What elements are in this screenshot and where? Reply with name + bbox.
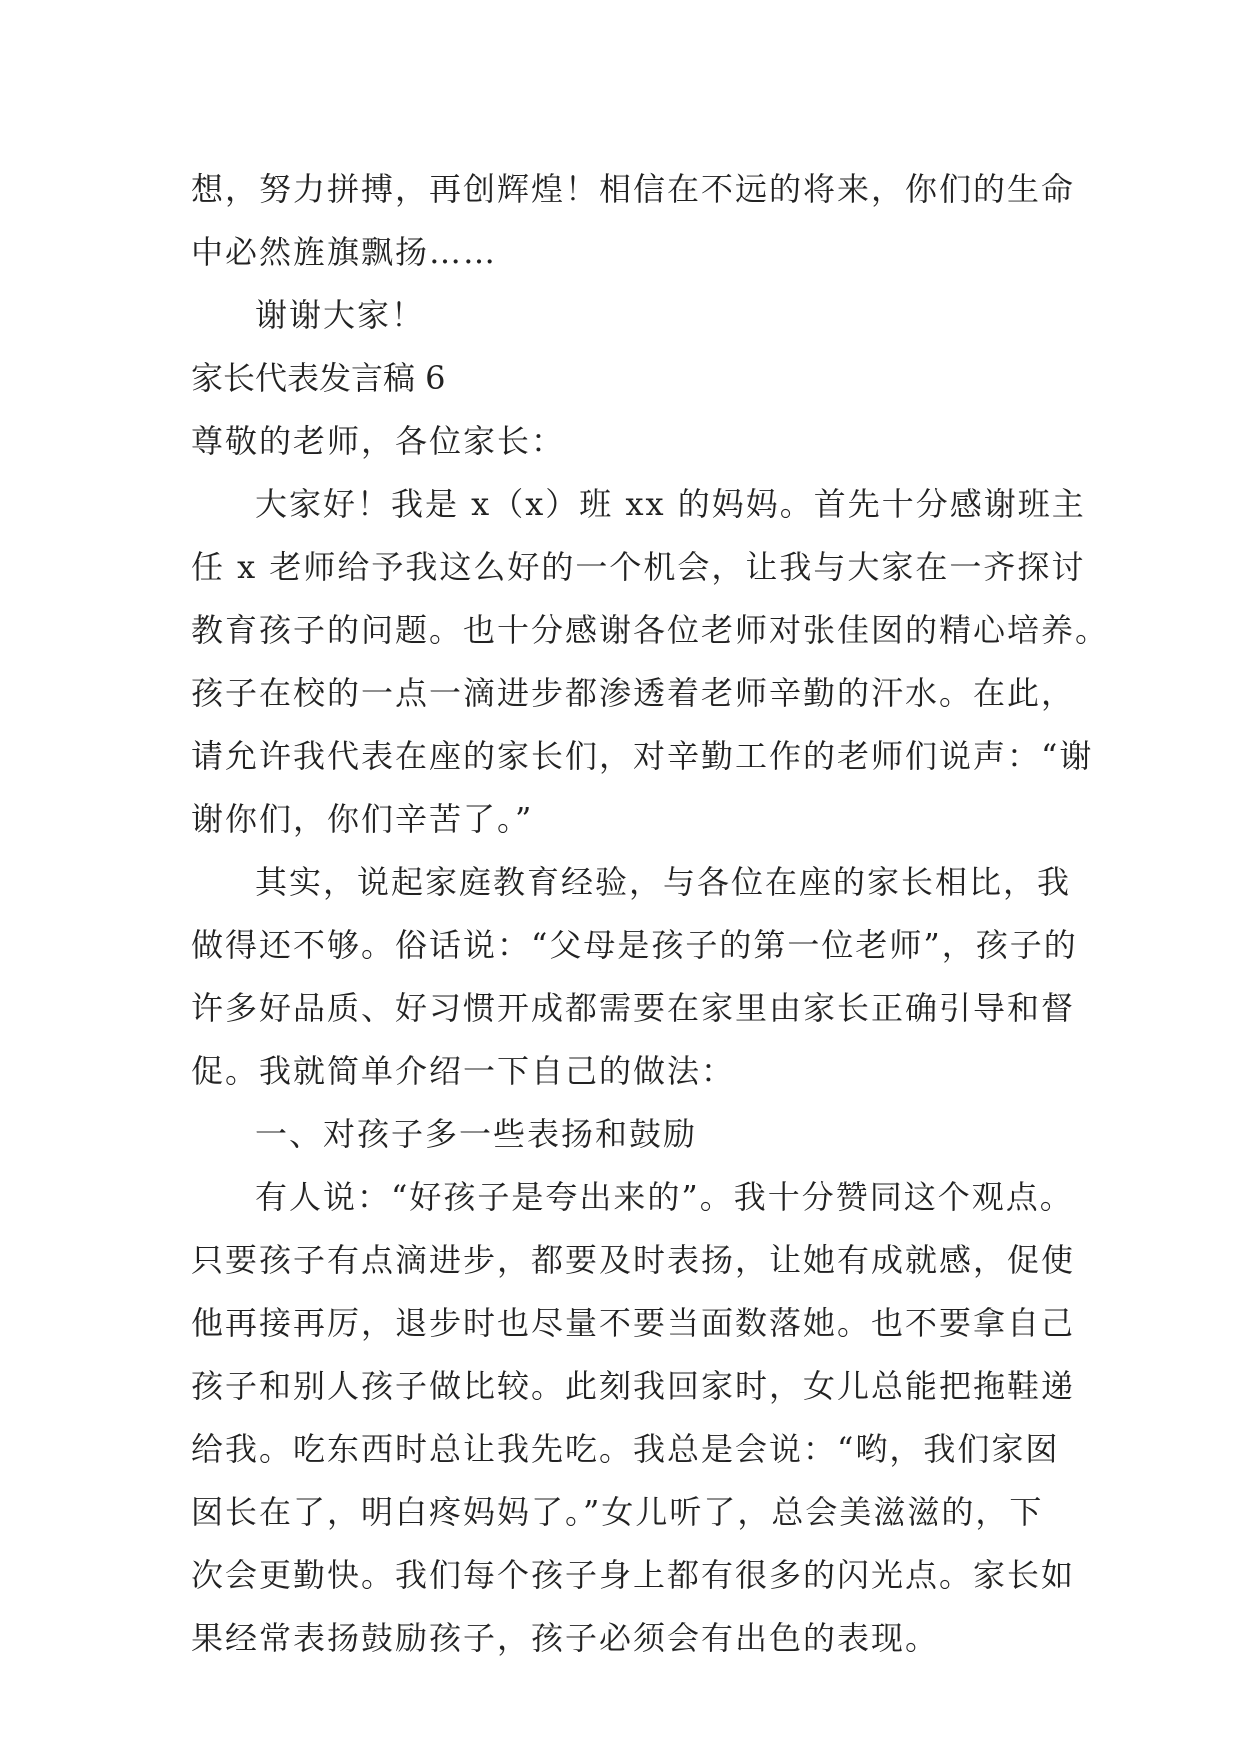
text-line: 他再接再厉，退步时也尽量不要当面数落她。也不要拿自己 (191, 1304, 1076, 1342)
document-body (191, 158, 1110, 1670)
subsection-heading: 一、对孩子多一些表扬和鼓励 (255, 1115, 698, 1153)
text-line: 做得还不够。俗话说：“父母是孩子的第一位老师”，孩子的 (191, 926, 1078, 964)
text-line: 促。我就简单介绍一下自己的做法： (191, 1052, 736, 1090)
text-line: 任 x 老师给予我这么好的一个机会，让我与大家在一齐探讨 (191, 548, 1086, 586)
text-line: 果经常表扬鼓励孩子，孩子必须会有出色的表现。 (191, 1619, 940, 1657)
text-line: 孩子和别人孩子做比较。此刻我回家时，女儿总能把拖鞋递 (191, 1367, 1076, 1405)
text-line: 孩子在校的一点一滴进步都渗透着老师辛勤的汗水。在此， (191, 674, 1076, 712)
text-line: 教育孩子的问题。也十分感谢各位老师对张佳囡的精心培养。 (191, 611, 1110, 649)
text-line: 想，努力拼搏，再创辉煌！相信在不远的将来，你们的生命 (191, 170, 1076, 208)
text-line: 谢谢大家！ (255, 296, 426, 334)
text-line: 只要孩子有点滴进步，都要及时表扬，让她有成就感，促使 (191, 1241, 1076, 1279)
text-line: 大家好！我是 x（x）班 xx 的妈妈。首先十分感谢班主 (255, 485, 1086, 523)
text-line: 中必然旌旗飘扬…… (191, 233, 498, 271)
text-line: 次会更勤快。我们每个孩子身上都有很多的闪光点。家长如 (191, 1556, 1076, 1594)
salutation: 尊敬的老师，各位家长： (191, 422, 566, 460)
text-line: 谢你们，你们辛苦了。” (191, 800, 534, 838)
section-heading: 家长代表发言稿 6 (191, 359, 446, 397)
text-line: 许多好品质、好习惯开成都需要在家里由家长正确引导和督 (191, 989, 1076, 1027)
text-line: 其实，说起家庭教育经验，与各位在座的家长相比，我 (255, 863, 1072, 901)
text-line: 囡长在了，明白疼妈妈了。”女儿听了，总会美滋滋的，下 (191, 1493, 1044, 1531)
text-line: 请允许我代表在座的家长们，对辛勤工作的老师们说声：“谢 (191, 737, 1094, 775)
text-line: 有人说：“好孩子是夸出来的”。我十分赞同这个观点。 (255, 1178, 1074, 1216)
text-line: 给我。吃东西时总让我先吃。我总是会说：“哟，我们家囡 (191, 1430, 1060, 1468)
